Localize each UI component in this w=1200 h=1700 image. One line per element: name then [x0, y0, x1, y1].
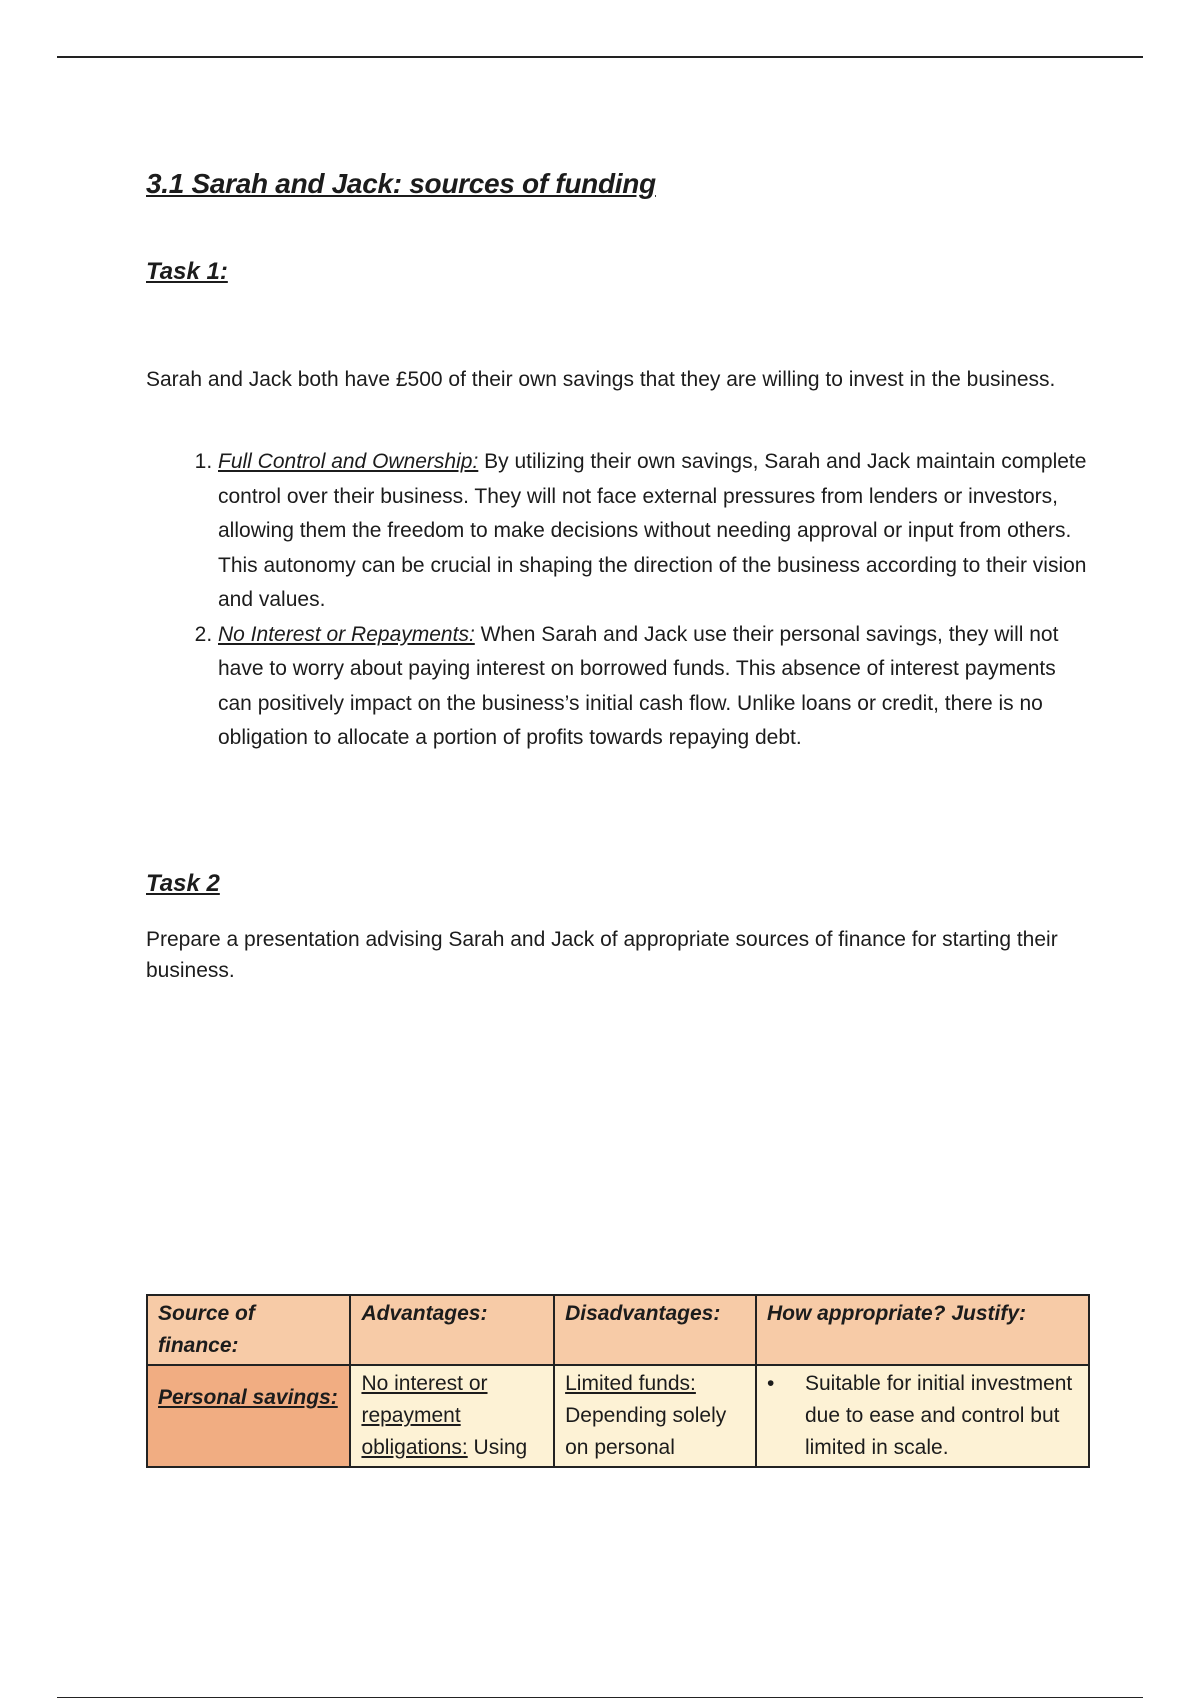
task2-text: Prepare a presentation advising Sarah and Jack of appropriate sources of finance for starting their business. [146, 928, 1058, 982]
header-justify: How appropriate? Justify: [756, 1295, 1089, 1365]
advantage-label: No interest or repayment obligations: [361, 1372, 488, 1459]
cell-advantages [350, 1365, 554, 1467]
disadvantage-text: Depending solely on personal [565, 1404, 727, 1459]
reason-text: When Sarah and Jack use their personal savings, they will not have to worry about paying interest on borrowed funds. This absence of interest payments can positively impact on the business’s initial cash flow. Unlike loans or credit, there is no obligation to allocate a portion of profits towards repaying debt. [218, 622, 1059, 749]
source-label: Personal savings: [158, 1386, 338, 1409]
justify-text: Suitable for initial investment due to ease and control but limited in scale. [804, 1372, 1073, 1459]
header-disadvantages: Disadvantages: [554, 1295, 756, 1365]
reasons-list [146, 445, 1088, 756]
cell-source [147, 1365, 350, 1467]
table-header-row [147, 1295, 1089, 1365]
cell-justify [756, 1365, 1089, 1467]
reason-label: No Interest or Repayments: [218, 622, 475, 646]
task1-intro: Sarah and Jack both have £500 of their own savings that they are willing to invest in the business. [146, 368, 1056, 391]
header-rule [57, 56, 1143, 58]
task2-heading: Task 2 [146, 870, 220, 897]
page-title: 3.1 Sarah and Jack: sources of funding [146, 168, 656, 199]
header-source: Source of finance: [147, 1295, 350, 1365]
header-advantages: Advantages: [350, 1295, 554, 1365]
list-item [218, 618, 1088, 756]
cell-disadvantages [554, 1365, 756, 1467]
list-item [218, 445, 1088, 618]
reason-text: By utilizing their own savings, Sarah and Jack maintain complete control over their business. They will not face external pressures from lenders or investors, allowing them the freedom to make decisions without needing approval or input from others. This autonomy can be crucial in shaping the direction of the business according to their vision and values. [218, 450, 1087, 611]
bullet-icon: • [766, 1372, 775, 1395]
disadvantage-label: Limited funds: [565, 1372, 696, 1395]
footer-rule [57, 1697, 1143, 1698]
finance-table [146, 1294, 1090, 1468]
task1-heading: Task 1: [146, 258, 228, 285]
reason-label: Full Control and Ownership: [218, 450, 479, 473]
advantage-text: Using [467, 1436, 528, 1459]
table-row [147, 1365, 1089, 1467]
